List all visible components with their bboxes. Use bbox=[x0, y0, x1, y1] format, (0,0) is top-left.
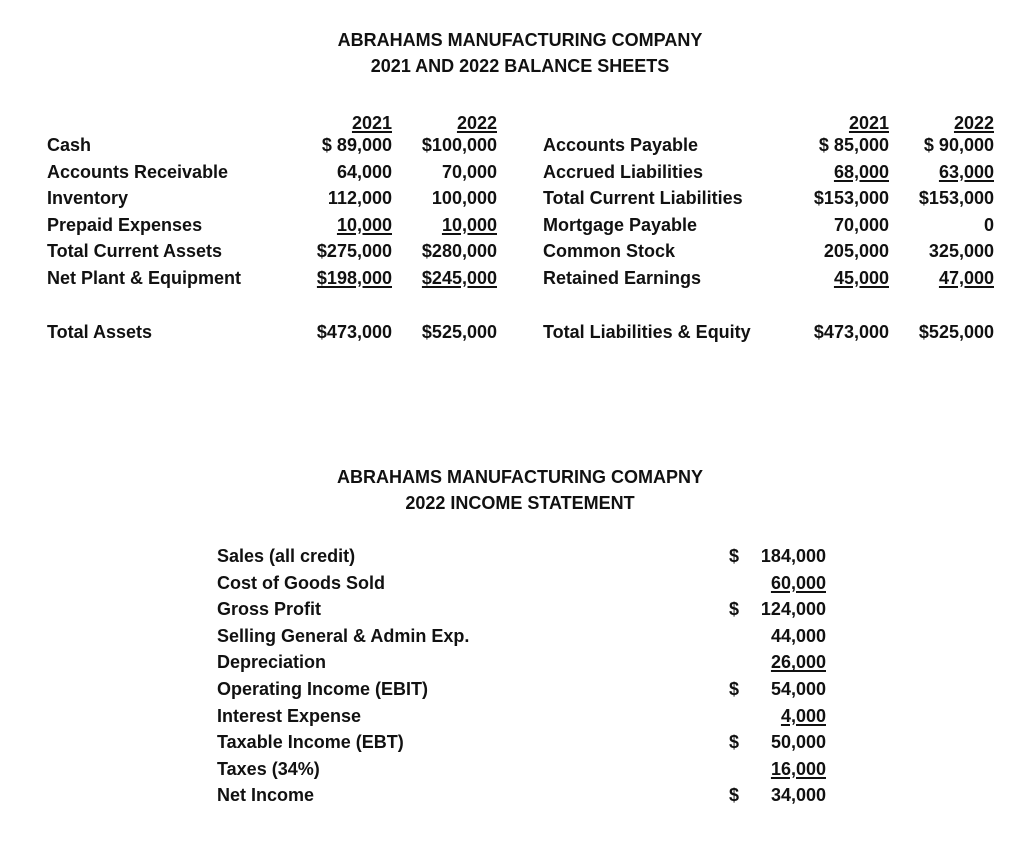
income-row-label: Sales (all credit) bbox=[217, 546, 356, 566]
income-row-label: Operating Income (EBIT) bbox=[217, 679, 429, 699]
income-row-label: Selling General & Admin Exp. bbox=[217, 625, 470, 646]
income-row-dollar-sign: $ bbox=[729, 785, 740, 806]
total-assets-2022: $525,000 bbox=[421, 322, 497, 342]
asset-row-label: Net Plant & Equipment bbox=[47, 267, 242, 288]
income-row-value: 16,000 bbox=[770, 758, 826, 779]
income-row-value: 34,000 bbox=[770, 785, 826, 806]
income-row-value: 44,000 bbox=[770, 625, 826, 646]
liability-row-2022: 325,000 bbox=[928, 241, 994, 261]
total-liabilities-equity-2022: $525,000 bbox=[918, 322, 994, 342]
liability-row-label: Accounts Payable bbox=[543, 135, 699, 155]
asset-row-2022: 70,000 bbox=[441, 161, 497, 182]
asset-row-2021: 112,000 bbox=[327, 188, 392, 208]
income-statement-company-title: ABRAHAMS MANUFACTURING COMAPNY bbox=[337, 467, 703, 487]
asset-row-2022: $280,000 bbox=[421, 241, 497, 261]
income-row-value: 54,000 bbox=[770, 679, 826, 699]
liability-row-2022: 63,000 bbox=[938, 161, 994, 182]
liability-row-2022: $153,000 bbox=[918, 188, 994, 208]
income-row-value: 60,000 bbox=[770, 572, 826, 593]
liability-row-2021: 205,000 bbox=[823, 241, 889, 261]
balance-sheet-company-title: ABRAHAMS MANUFACTURING COMPANY bbox=[337, 30, 703, 50]
liability-row-2022: 0 bbox=[983, 214, 994, 235]
total-assets-2021: $473,000 bbox=[316, 322, 392, 342]
total-liabilities-equity-label: Total Liabilities & Equity bbox=[543, 322, 751, 342]
asset-row-2021: 10,000 bbox=[336, 214, 392, 235]
asset-row-2021: 64,000 bbox=[336, 161, 392, 182]
liability-row-2022: $ 90,000 bbox=[923, 135, 994, 155]
balance-sheet-subtitle: 2021 AND 2022 BALANCE SHEETS bbox=[370, 56, 670, 76]
liability-row-label: Mortgage Payable bbox=[543, 214, 698, 235]
income-row-label: Depreciation bbox=[217, 652, 327, 673]
liability-row-label: Total Current Liabilities bbox=[543, 188, 743, 208]
income-row-label: Cost of Goods Sold bbox=[217, 572, 385, 593]
liability-row-2021: $153,000 bbox=[813, 188, 889, 208]
asset-row-label: Cash bbox=[47, 135, 92, 155]
liability-row-label: Accrued Liabilities bbox=[543, 161, 704, 182]
asset-row-label: Total Current Assets bbox=[47, 241, 223, 261]
income-row-dollar-sign: $ bbox=[729, 546, 740, 566]
asset-row-label: Prepaid Expenses bbox=[47, 214, 203, 235]
income-row-label: Interest Expense bbox=[217, 705, 362, 726]
asset-row-label: Accounts Receivable bbox=[47, 161, 229, 182]
liability-row-2021: $ 85,000 bbox=[818, 135, 889, 155]
asset-row-2021: $275,000 bbox=[316, 241, 392, 261]
income-row-label: Taxable Income (EBT) bbox=[217, 732, 404, 753]
income-row-value: 26,000 bbox=[770, 652, 826, 673]
income-row-label: Taxes (34%) bbox=[217, 758, 320, 779]
asset-row-2022: $100,000 bbox=[421, 135, 497, 155]
liability-row-2021: 68,000 bbox=[833, 161, 889, 182]
liability-row-2021: 70,000 bbox=[833, 214, 889, 235]
liability-row-label: Common Stock bbox=[543, 241, 676, 261]
income-row-label: Gross Profit bbox=[217, 599, 322, 620]
asset-row-2022: 100,000 bbox=[431, 188, 497, 208]
total-liabilities-equity-2021: $473,000 bbox=[813, 322, 889, 342]
liabilities-year-header-2022: 2022 bbox=[953, 113, 994, 133]
income-row-value: 50,000 bbox=[770, 732, 826, 753]
asset-row-2021: $ 89,000 bbox=[321, 135, 392, 155]
liability-row-2022: 47,000 bbox=[938, 267, 994, 288]
assets-year-header-2022: 2022 bbox=[456, 113, 497, 133]
asset-row-label: Inventory bbox=[47, 188, 129, 208]
total-assets-label: Total Assets bbox=[47, 322, 153, 342]
income-row-value: 124,000 bbox=[760, 599, 826, 620]
asset-row-2022: 10,000 bbox=[441, 214, 497, 235]
liability-row-2021: 45,000 bbox=[833, 267, 889, 288]
asset-row-2022: $245,000 bbox=[421, 267, 497, 288]
income-statement-subtitle: 2022 INCOME STATEMENT bbox=[405, 493, 635, 513]
income-row-dollar-sign: $ bbox=[729, 679, 740, 699]
income-row-dollar-sign: $ bbox=[729, 732, 740, 753]
liabilities-year-header-2021: 2021 bbox=[848, 113, 889, 133]
liability-row-label: Retained Earnings bbox=[543, 267, 702, 288]
assets-year-header-2021: 2021 bbox=[351, 113, 392, 133]
income-row-value: 4,000 bbox=[780, 705, 826, 726]
income-row-label: Net Income bbox=[217, 785, 315, 806]
income-row-value: 184,000 bbox=[760, 546, 826, 566]
asset-row-2021: $198,000 bbox=[316, 267, 392, 288]
income-row-dollar-sign: $ bbox=[729, 599, 740, 620]
